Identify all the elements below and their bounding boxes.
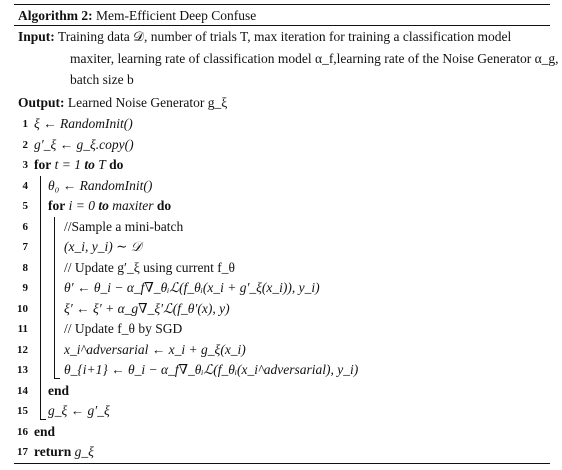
line-code	[34, 157, 123, 173]
inner-loop-guide-end	[54, 378, 60, 379]
algo-line-10	[14, 301, 550, 321]
line-number: 13	[17, 364, 28, 376]
algo-line-14	[14, 383, 550, 403]
algo-line-4	[14, 178, 550, 198]
algo-line-12	[14, 342, 550, 362]
line-code: ξ ← RandomInit()	[34, 116, 133, 131]
keyword-end: end	[34, 423, 56, 439]
title-rule	[14, 25, 550, 26]
top-rule	[14, 4, 550, 5]
line-code: // Update g′_ξ using current f_θ	[64, 259, 236, 275]
line-code	[48, 198, 171, 214]
line-number: 16	[17, 425, 28, 438]
line-number: 1	[22, 118, 28, 130]
keyword-for: for	[34, 157, 52, 172]
loop-init: t = 1	[54, 157, 81, 172]
algo-line-13	[14, 362, 550, 382]
line-number: 2	[22, 138, 28, 151]
algo-line-6	[14, 219, 550, 239]
inner-loop-guide	[54, 217, 55, 379]
algorithm-title	[18, 8, 256, 24]
outer-loop-guide-end	[40, 419, 46, 420]
line-number: 11	[17, 323, 28, 335]
line-code: x_i^adversarial ← x_i + g_ξ(x_i)	[64, 341, 246, 357]
line-code	[48, 383, 69, 399]
line-number: 9	[22, 282, 28, 294]
line-code	[34, 424, 55, 440]
line-number: 3	[22, 159, 28, 171]
output-text: Learned Noise Generator g_ξ	[67, 95, 228, 110]
line-code: θ₀ ← RandomInit()	[48, 177, 153, 193]
input-label: Input:	[18, 29, 55, 44]
algo-line-5	[14, 198, 550, 218]
line-code	[34, 444, 94, 460]
algo-line-16	[14, 424, 550, 444]
algo-line-15	[14, 403, 550, 423]
line-number: 6	[22, 220, 28, 233]
line-number: 4	[22, 179, 28, 192]
input-text-2: maxiter, learning rate of classification model α_f,learning rate of the Noise Generator α_g,	[70, 51, 559, 66]
line-code: (x_i, y_i) ∼ 𝒟	[64, 239, 142, 254]
line-number: 10	[17, 302, 28, 315]
input-line-1	[18, 29, 511, 45]
keyword-to: to	[84, 157, 95, 172]
line-code: g_ξ ← g′_ξ	[48, 403, 110, 418]
algorithm-block	[14, 4, 559, 464]
algo-line-7	[14, 239, 550, 259]
keyword-to: to	[98, 198, 109, 213]
line-code: ξ′ ← ξ′ + α_g∇_ξ′ℒ(f_θ′(x), y)	[64, 300, 230, 316]
algo-line-3	[14, 157, 550, 177]
algorithm-name: Mem-Efficient Deep Confuse	[96, 8, 257, 23]
line-number: 5	[22, 200, 28, 212]
loop-bound: maxiter	[112, 198, 154, 213]
keyword-return: return	[34, 444, 72, 459]
line-code: //Sample a mini-batch	[64, 218, 184, 234]
output-line	[18, 95, 227, 111]
keyword-do: do	[156, 198, 172, 213]
line-code: // Update f_θ by SGD	[64, 321, 183, 336]
line-number: 7	[22, 241, 28, 253]
algo-line-1	[14, 116, 550, 136]
keyword-for: for	[48, 198, 66, 213]
keyword-do: do	[109, 157, 124, 172]
loop-bound: T	[98, 157, 106, 172]
line-number: 12	[17, 343, 28, 356]
algo-line-2	[14, 137, 550, 157]
keyword-end: end	[48, 382, 70, 398]
input-text-1: Training data 𝒟, number of trials T, max iteration for training a classification model	[57, 29, 512, 44]
input-text-3: batch size b	[70, 72, 134, 87]
input-line-3	[70, 72, 134, 88]
line-number: 8	[22, 261, 28, 274]
algo-line-9	[14, 280, 550, 300]
outer-loop-guide	[40, 176, 41, 420]
loop-init: i = 0	[68, 198, 95, 213]
line-number: 15	[17, 405, 28, 417]
line-code: g′_ξ ← g_ξ.copy()	[34, 136, 134, 152]
bottom-rule	[14, 463, 550, 464]
algorithm-label: Algorithm 2:	[18, 8, 93, 23]
algo-line-8	[14, 260, 550, 280]
output-label: Output:	[18, 95, 65, 110]
input-line-2	[70, 51, 559, 67]
line-code: θ_{i+1} ← θ_i − α_f∇_θᵢℒ(f_θᵢ(x_i^adversarial), y_i)	[64, 362, 359, 377]
return-value: g_ξ	[74, 444, 94, 459]
algo-line-11	[14, 321, 550, 341]
line-number: 14	[17, 384, 28, 397]
line-number: 17	[17, 446, 28, 458]
algo-line-17	[14, 444, 550, 464]
line-code: θ′ ← θ_i − α_f∇_θᵢℒ(f_θᵢ(x_i + g′_ξ(x_i)), y_i)	[64, 280, 320, 295]
